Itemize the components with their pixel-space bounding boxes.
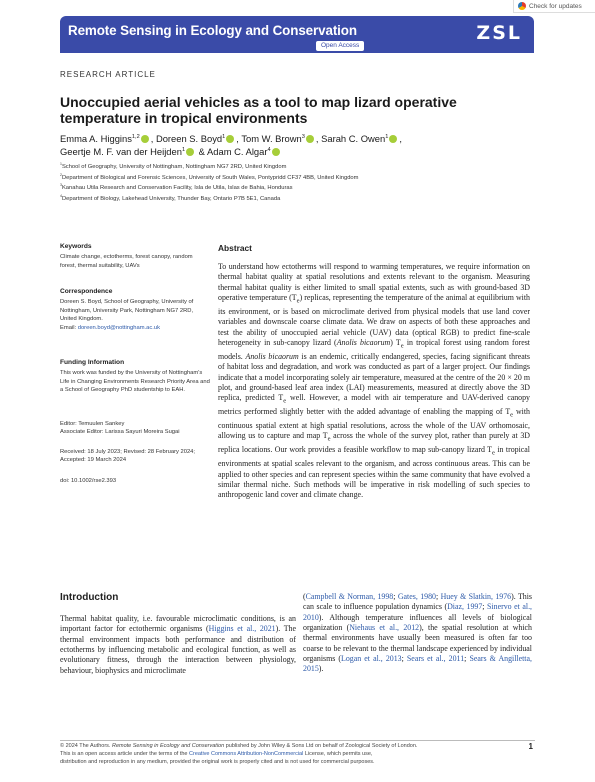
author-list: Emma A. Higgins$^{1,2}$ , Doreen S. Boyd$^1$ , Tom W. Brown$^3$ , Sarah C. Owen$^1$ , Geertje M. F. van der Heijden$^1$ & Adam C. Algar$^4$ <box>60 133 402 157</box>
affiliation-item: $^3$Kanahau Utila Research and Conservation Facility, Isla de Utila, Islas de Bahia, Honduras <box>60 183 293 191</box>
intro-left-column: Thermal habitat quality, i.e. favourable microclimatic conditions, is an important factor for ectothermic organisms (Higgins et al., 2021). The thermal environment impacts both performance and distribution of ectotherms by influencing metabolic and ecological function, as well as evolutionary fitness, through the interaction between physiology, behaviour, biophysics and microclimate <box>60 614 296 675</box>
keywords-heading: Keywords <box>60 243 92 250</box>
author-name[interactable]: Geertje M. F. van der Heijden <box>60 146 182 157</box>
abstract-body: To understand how ectotherms will respond to warming temperatures, we require information on thermal habitat quality at spatial resolutions and extents relevant to the organism. Measuring thermal habitat quality is either limited to small spatial extents, such as with ground-based 3D operative temperature $(T_e)$ replicas, representing the temperature of the animal at equilibrium with its environment, or is based on microclimate derived from physical models that use land cover variables and downscale coarse climate data. We draw on aspects of both these approaches and test the ability of unoccupied aerial vehicle (UAV) data (optical RGB) to predict fine-scale heterogeneity in sub-canopy lizard (Anolis bicaorum) $T_e$ in tropical forest using random forest models. Anolis bicaorum is an endemic, critically endangered, species, facing significant threats of habitat loss and degradation, and work was conducted as part of a larger project. Our findings indicate that a model incorporating solely air temperature, measured at the centre of the 20 × 20 m plot, and ground-based leaf area index (LAI) measurements, measured at directly above the 3D replica, predicted $T_e$ well. However, a model with air temperature and UAV-derived canopy metrics performed slightly better with the added advantage of enabling the mapping of $T_e$ with continuous spatial extent at high spatial resolutions, across the whole of the UAV orthomosaic, allowing us to capture and map $T_e$ across the whole of the survey plot, rather than purely at 3D replica locations. Our work provides a feasible workflow to map sub-canopy lizard $T_e$ in tropical environments at spatial scales relevant to the organism, and across continuous areas. This can be applied to other species and can represent species within the same community that have evolved a similar thermal niche. Such methods will be imperative in risk modelling of such species to anthropogenic land cover and climate change. <box>218 262 531 500</box>
citation-link[interactable]: Campbell & Norman, 1998 <box>305 592 394 601</box>
author-name[interactable]: Doreen S. Boyd <box>155 133 223 144</box>
orcid-icon[interactable] <box>226 135 234 143</box>
correspondence-section <box>60 288 210 332</box>
dates-section <box>60 448 210 465</box>
orcid-icon[interactable] <box>272 148 280 156</box>
editor-text: Editor: Temuulen Sankey <box>60 421 125 427</box>
citation-link[interactable]: Sears et al., 2011 <box>406 654 465 664</box>
citation-link[interactable]: Diaz, 1997 <box>447 602 483 612</box>
author-affil-sup: 3 <box>301 133 305 140</box>
journal-title[interactable]: Remote Sensing in Ecology and Conservation <box>68 23 357 38</box>
zsl-logo[interactable]: ZSL <box>476 22 522 44</box>
email-label: Email: <box>60 324 77 331</box>
affiliation-item: $^2$Department of Biological and Forensic Sciences, University of South Wales, Pontypridd CF37 4BB, United Kingdom <box>60 172 359 181</box>
funding-section <box>60 359 210 395</box>
associate-editor-text: Associate Editor: Larissa Sayuri Moreira Sugai <box>60 429 180 436</box>
author-affil-sup: 1,2 <box>131 133 140 140</box>
license-link[interactable]: Creative Commons Attribution-NonCommercial <box>189 751 304 757</box>
doi-section <box>60 477 210 485</box>
species-name: Anolis bicaorum <box>336 337 391 347</box>
citation-link[interactable]: Sears & Angilletta, 2015 <box>303 654 532 674</box>
affiliation-item: $^4$Department of Biology, Lakehead University, Thunder Bay, Ontario P7B 5E1, Canada <box>60 193 281 202</box>
article-type: RESEARCH ARTICLE <box>60 70 156 79</box>
footer-journal-name: Remote Sensing in Ecology and Conservation <box>111 743 225 749</box>
page-number: 1 <box>528 742 533 751</box>
received-dates: Received: 18 July 2023; Revised: 28 February 2024; Accepted: 19 March 2024 <box>60 449 196 464</box>
author-name[interactable]: Emma A. Higgins <box>60 133 132 144</box>
check-for-updates-badge[interactable] <box>513 0 595 13</box>
affiliation-item: $^1$School of Geography, University of Nottingham, Nottingham NG7 2RD, United Kingdom <box>60 162 287 170</box>
citation-link[interactable]: Logan et al., 2013 <box>341 654 402 664</box>
keywords-text: Climate change, ectotherms, forest canopy, random forest, thermal suitability, UAVs <box>60 254 193 269</box>
keywords-section <box>60 243 210 270</box>
introduction-heading: Introduction <box>60 592 119 603</box>
author-affil-sup: 1 <box>181 146 186 153</box>
author-affil-sup: 4 <box>267 146 271 153</box>
citation-link[interactable]: Niehaus et al., 2012 <box>349 623 420 633</box>
citation-link[interactable]: Huey & Slatkin, 1976 <box>440 592 512 601</box>
funding-text: This work was funded by the University of Nottingham's Life in Changing Environments Research Priority Area and a School of Geography PhD studentship to EAH. <box>60 370 210 394</box>
affiliations <box>60 162 530 204</box>
citation-link[interactable]: Gates, 1980 <box>397 592 436 601</box>
orcid-icon[interactable] <box>141 135 149 143</box>
author-name[interactable]: Tom W. Brown <box>241 133 302 144</box>
orcid-icon[interactable] <box>306 135 314 143</box>
abstract-heading: Abstract <box>218 243 252 253</box>
copyright-footer: © 2024 The Authors. Remote Sensing in Ecology and Conservation published by John Wiley & Sons Ltd on behalf of Zoological Society of London. This is an open access article under the terms of the Creative Commons Attribution-NonCommercial License, which permits use, distribution and reproduction in any medium, provided the original work is properly cited and is not used for commercial purposes. <box>60 743 418 765</box>
journal-banner <box>60 16 534 53</box>
check-updates-label: Check for updates <box>529 2 582 10</box>
intro-right-column: (Campbell & Norman, 1998; Gates, 1980; Huey & Slatkin, 1976). This can scale to influence population dynamics (Diaz, 1997; Sinervo et al., 2010). Although temperature influences all levels of biological organization (Niehaus et al., 2012), the spatial resolution at which thermal environments have usually been measured is often far too coarse to be relevant to the thermal landscape experienced by individual organisms (Logan et al., 2013; Sears et al., 2011; Sears & Angilletta, 2015). <box>303 592 533 674</box>
orcid-icon[interactable] <box>186 148 194 156</box>
citation-link[interactable]: Higgins et al., 2021 <box>208 624 276 634</box>
correspondence-text: Doreen S. Boyd, School of Geography, University of Nottingham, University Park, Nottingham NG7 2RD, United Kingdom. <box>60 299 194 323</box>
footer-divider <box>60 740 535 741</box>
article-title: Unoccupied aerial vehicles as a tool to map lizard operative temperature in tropical environments <box>60 94 457 126</box>
correspondence-heading: Correspondence <box>60 288 113 295</box>
author-name[interactable]: Sarah C. Owen <box>321 133 386 144</box>
crossmark-icon <box>518 2 526 10</box>
author-affil-sup: 1 <box>222 133 226 140</box>
author-affil-sup: 1 <box>385 133 389 140</box>
email-link[interactable]: doreen.boyd@nottingham.ac.uk <box>77 324 160 331</box>
funding-heading: Funding Information <box>60 359 125 366</box>
species-name: Anolis bicaorum <box>245 351 299 361</box>
editors-section <box>60 420 210 437</box>
orcid-icon[interactable] <box>389 135 397 143</box>
citation-link[interactable]: Sinervo et al., 2010 <box>303 602 533 622</box>
open-access-badge: Open Access <box>316 41 364 51</box>
doi-text[interactable]: doi: 10.1002/rse2.393 <box>60 478 117 484</box>
author-name[interactable]: Adam C. Algar <box>207 146 268 157</box>
